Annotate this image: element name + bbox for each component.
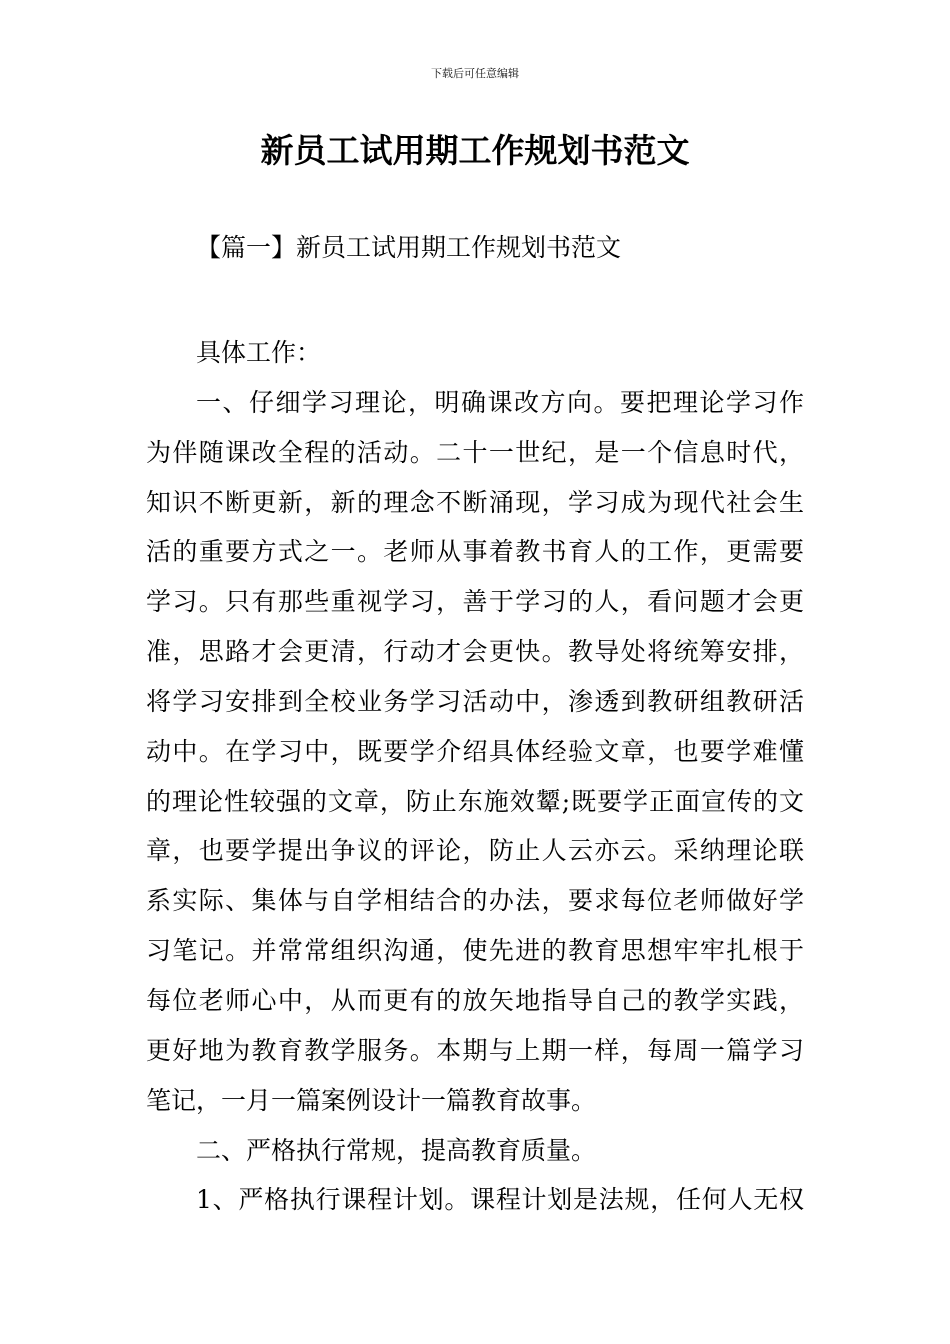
paragraph-line: 为伴随课改全程的活动。二十一世纪，是一个信息时代， <box>146 437 804 467</box>
paragraph-line: 笔记，一月一篇案例设计一篇教育故事。 <box>146 1085 597 1115</box>
paragraph-line: 习笔记。并常常组织沟通，使先进的教育思想牢牢扎根于 <box>146 936 804 966</box>
paragraph-line: 1、严格执行课程计划。课程计划是法规，任何人无权 <box>196 1185 804 1215</box>
paragraph-line: 章，也要学提出争议的评论，防止人云亦云。采纳理论联 <box>146 836 804 866</box>
paragraph-line: 具体工作： <box>196 338 322 367</box>
paragraph-line: 将学习安排到全校业务学习活动中，渗透到教研组教研活 <box>146 686 804 716</box>
section-heading: 【篇一】新员工试用期工作规划书范文 <box>196 233 622 262</box>
paragraph-line: 学习。只有那些重视学习，善于学习的人，看问题才会更 <box>146 587 804 617</box>
document-title: 新员工试用期工作规划书范文 <box>260 131 690 170</box>
paragraph-line: 的理论性较强的文章，防止东施效颦;既要学正面宣传的文 <box>146 786 804 816</box>
paragraph-line: 准，思路才会更清，行动才会更快。教导处将统筹安排， <box>146 637 804 667</box>
paragraph-line: 活的重要方式之一。老师从事着教书育人的工作，更需要 <box>146 537 804 567</box>
paragraph-line: 知识不断更新，新的理念不断涌现，学习成为现代社会生 <box>146 487 804 517</box>
paragraph-line: 系实际、集体与自学相结合的办法，要求每位老师做好学 <box>146 886 804 916</box>
document-body <box>146 328 804 1225</box>
paragraph-line: 一、仔细学习理论，明确课改方向。要把理论学习作 <box>196 387 804 417</box>
paragraph-line: 二、严格执行常规，提高教育质量。 <box>196 1135 597 1165</box>
page-header-note: 下载后可任意编辑 <box>431 67 519 80</box>
paragraph-line: 每位老师心中，从而更有的放矢地指导自己的教学实践， <box>146 985 804 1015</box>
paragraph-line: 动中。在学习中，既要学介绍具体经验文章，也要学难懂 <box>146 736 804 766</box>
paragraph-line: 更好地为教育教学服务。本期与上期一样，每周一篇学习 <box>146 1035 804 1065</box>
